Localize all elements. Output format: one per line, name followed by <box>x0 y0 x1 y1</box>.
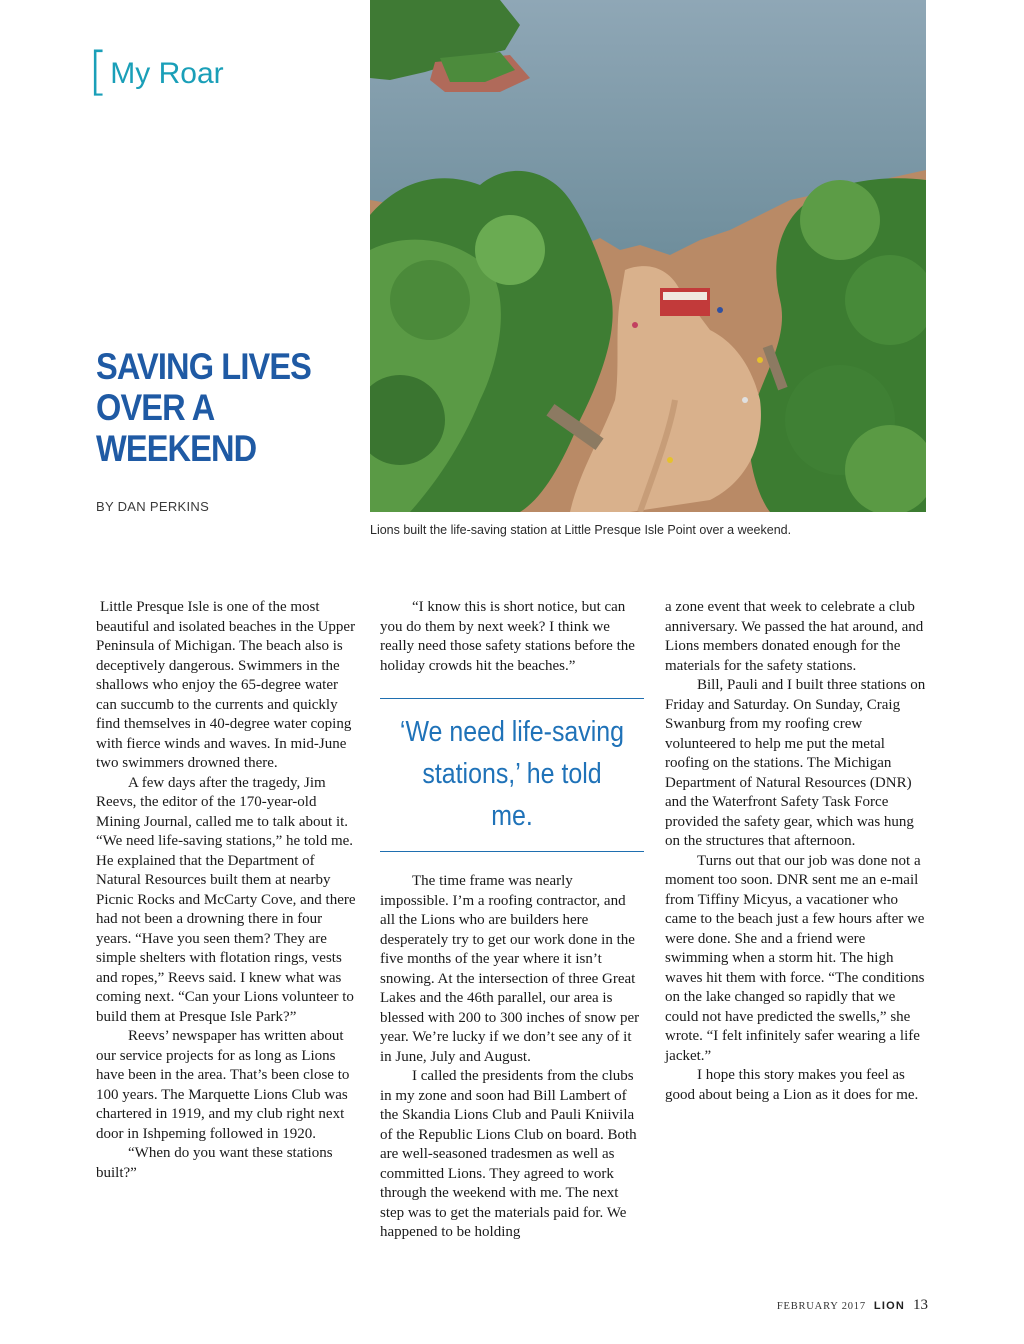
article-headline <box>96 346 334 469</box>
page-footer <box>777 1297 928 1314</box>
section-tag <box>88 42 224 102</box>
paragraph: Bill, Pauli and I built three stations on Friday and Saturday. On Sunday, Craig Swanburg from my roofing crew volunteered to help me put the metal roofing on the stations. The Michigan Department of Natural Resources (DNR) and the Waterfront Safety Task Force provided the safety gear, which was hung on the structures that afternoon. <box>665 677 926 849</box>
page-number: 13 <box>913 1297 928 1313</box>
pull-quote-line: stations,’ he told me. <box>422 758 602 832</box>
paragraph: I hope this story makes you feel as good about being a Lion as it does for me. <box>665 1067 919 1103</box>
text-column-2 <box>380 598 644 1243</box>
paragraph: “When do you want these stations built?” <box>96 1145 333 1181</box>
text-column-3 <box>665 598 930 1105</box>
footer-magazine: LION <box>873 1300 905 1312</box>
section-bracket: [ <box>88 42 109 102</box>
photo-caption: Lions built the life-saving station at Little Presque Isle Point over a weekend. <box>370 523 792 537</box>
article-photo <box>370 0 926 512</box>
headline-line: SAVING LIVES <box>96 346 311 387</box>
footer-date: FEBRUARY 2017 <box>776 1301 866 1312</box>
paragraph: Reevs’ newspaper has written about our service projects for as long as Lions have been in the area. That’s been close to 100 years. The Marquette Lions Club was chartered in 1919, and my club right next door in Ishpeming followed in 1920. <box>96 1028 350 1142</box>
paragraph: The time frame was nearly impossible. I’m a roofing contractor, and all the Lions who are builders here desperately try to get our work done in the five months of the year where it isn’t snowing. At the intersection of three Great Lakes and the 46th parallel, our area is blessed with 200 to 300 inches of snow per year. We’re lucky if we don’t see any of it in June, July and August. <box>380 873 640 1065</box>
text-column-1 <box>96 598 360 1183</box>
byline: BY DAN PERKINS <box>96 499 210 514</box>
pull-quote-line: ‘We need life-saving <box>399 716 625 748</box>
pull-quote <box>380 698 644 852</box>
paragraph: “I know this is short notice, but can you do them by next week? I think we really need those safety stations before the holiday crowds hit the beaches.” <box>380 599 635 674</box>
paragraph: A few days after the tragedy, Jim Reevs, the editor of the 170-year-old Mining Journal, called me to talk about it. “We need life-saving stations,” he told me. He explained that the Department of Natural Resources built them at nearby Picnic Rocks and McCarty Cove, and there had not been a drowning there in four years. “Have you seen them? They are simple shelters with flotation rings, vests and ropes,” Reevs said. I knew what was coming next. “Can your Lions volunteer to build them at Presque Isle Park?” <box>96 774 356 1025</box>
paragraph: Little Presque Isle is one of the most beautiful and isolated beaches in the Upper Peninsula of Michigan. The beach also is deceptively dangerous. Swimmers in the shallows who enjoy the 65-degree water can succumb to the currents and quickly find themselves in 40-degree water coping with fierce winds and waves. In mid-June two swimmers drowned there. <box>96 599 356 771</box>
paragraph: a zone event that week to celebrate a club anniversary. We passed the hat around, and Lions members donated enough for the materials for the safety stations. <box>665 599 924 674</box>
paragraph: Turns out that our job was done not a moment too soon. DNR sent me an e-mail from Tiffiny Micyus, a vacationer who came to the beach just a few hours after we were done. She and a friend were swimming when a storm hit. The high waves hit them with force. “The conditions on the lake changed so rapidly that we could not have predicted the swells,” she wrote. “I felt infinitely safer wearing a life jacket.” <box>665 852 925 1064</box>
paragraph: I called the presidents from the clubs in my zone and soon had Bill Lambert of the Skandia Lions Club and Pauli Kniivila of the Republic Lions Club on board. Both are well-seasoned tradesmen as well as committed Lions. They agreed to work through the weekend with me. The next step was to get the materials paid for. We happened to be holding <box>380 1068 637 1240</box>
section-label: My Roar <box>110 57 224 90</box>
headline-line: WEEKEND <box>96 428 257 469</box>
headline-line: OVER A <box>96 387 215 428</box>
